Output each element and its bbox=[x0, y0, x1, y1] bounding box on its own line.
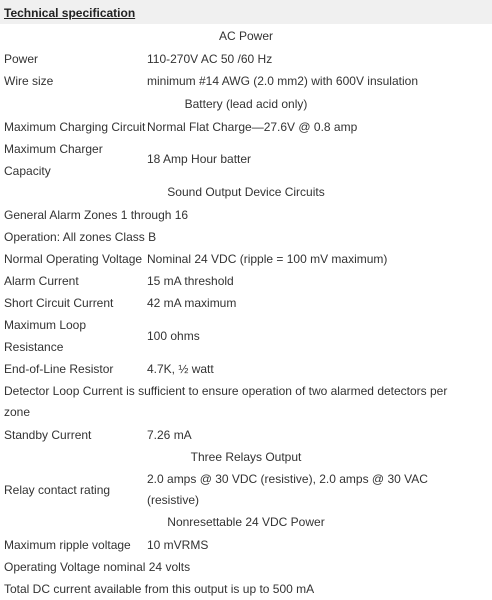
spec-value: minimum #14 AWG (2.0 mm2) with 600V insulation bbox=[147, 74, 418, 88]
spec-value: Nominal 24 VDC (ripple = 100 mV maximum) bbox=[147, 252, 388, 266]
spec-heading: Technical specification bbox=[0, 0, 492, 24]
section-relays: Three Relays Output bbox=[190, 450, 302, 464]
spec-value: 7.26 mA bbox=[147, 428, 192, 442]
spec-value: (resistive) bbox=[147, 493, 200, 507]
spec-total-current: Total DC current available from this output is up to 500 mA bbox=[4, 582, 315, 596]
spec-value: 100 ohms bbox=[147, 329, 200, 343]
spec-value: 2.0 amps @ 30 VDC (resistive), 2.0 amps @ 30 VAC bbox=[147, 472, 428, 486]
spec-value: 10 mVRMS bbox=[147, 538, 209, 552]
spec-label: Relay contact rating bbox=[4, 483, 111, 497]
spec-label: Short Circuit Current bbox=[4, 296, 114, 310]
spec-value: Normal Flat Charge—27.6V @ 0.8 amp bbox=[147, 120, 358, 134]
spec-value: 18 Amp Hour batter bbox=[147, 152, 252, 166]
spec-label: Resistance bbox=[4, 340, 64, 354]
spec-label: Standby Current bbox=[4, 428, 92, 442]
spec-label: Capacity bbox=[4, 164, 51, 178]
spec-label: Alarm Current bbox=[4, 274, 79, 288]
spec-value: 110-270V AC 50 /60 Hz bbox=[147, 52, 273, 66]
spec-zones: General Alarm Zones 1 through 16 bbox=[4, 208, 189, 222]
section-ac-power: AC Power bbox=[218, 29, 274, 43]
spec-value: 4.7K, ½ watt bbox=[147, 362, 214, 376]
spec-detector-line-1: Detector Loop Current is sufficient to ensure operation of two alarmed detectors per bbox=[4, 384, 448, 398]
spec-detector-line-2: zone bbox=[4, 405, 31, 419]
section-nonresettable: Nonresettable 24 VDC Power bbox=[167, 515, 325, 529]
spec-label: Maximum ripple voltage bbox=[4, 538, 131, 552]
section-battery: Battery (lead acid only) bbox=[184, 97, 308, 111]
spec-operating-voltage: Operating Voltage nominal 24 volts bbox=[4, 560, 191, 574]
spec-operation: Operation: All zones Class B bbox=[4, 230, 157, 244]
spec-label: Power bbox=[4, 52, 39, 66]
spec-label: End-of-Line Resistor bbox=[4, 362, 114, 376]
spec-label: Maximum Charging Circuit bbox=[4, 120, 146, 134]
spec-label: Normal Operating Voltage bbox=[4, 252, 143, 266]
spec-value: 15 mA threshold bbox=[147, 274, 234, 288]
section-sound-output: Sound Output Device Circuits bbox=[167, 185, 325, 199]
spec-label: Maximum Loop bbox=[4, 318, 87, 332]
spec-label: Maximum Charger bbox=[4, 142, 103, 156]
spec-value: 42 mA maximum bbox=[147, 296, 237, 310]
spec-label: Wire size bbox=[4, 74, 54, 88]
